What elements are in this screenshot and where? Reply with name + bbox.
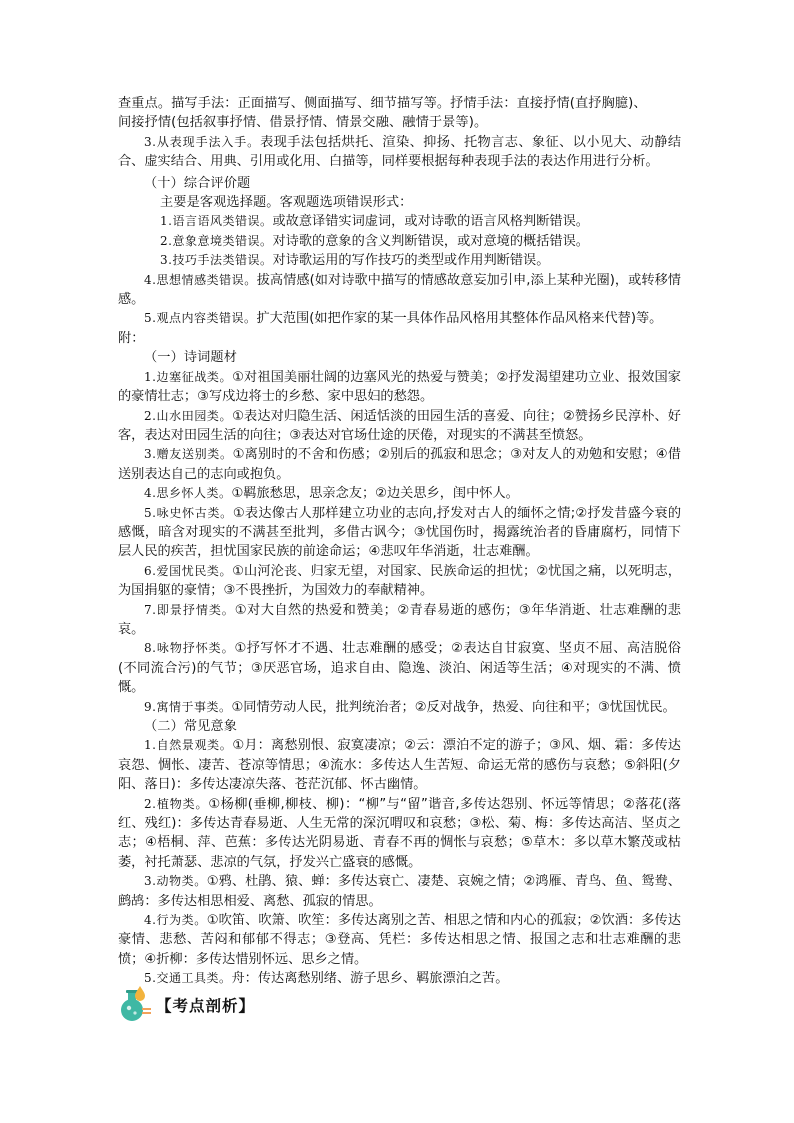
flask-icon bbox=[118, 984, 152, 1026]
theme-item bbox=[118, 407, 681, 446]
item-text: ①羁旅愁思，思亲念友；②边关思乡，闺中怀人。 bbox=[231, 486, 519, 502]
item-label: 2.意象意境类错误。 bbox=[160, 233, 273, 248]
item-label: 3.技巧手法类错误。 bbox=[160, 253, 273, 268]
item-label: 3.赠友送别类。 bbox=[144, 447, 233, 462]
item-label: 2.山水田园类。 bbox=[144, 408, 233, 423]
imagery-item bbox=[118, 872, 681, 911]
item-text: ①鸦、杜鹃、猿、蝉：多传达衰亡、凄楚、哀婉之情；②鸿雁、青鸟、鱼、鸳鸯、鹧鸪：多传达相思相爱、离愁、孤寂的情思。 bbox=[118, 874, 681, 909]
theme-item bbox=[118, 562, 681, 601]
item-label: 1.语言语风类错误。 bbox=[160, 214, 273, 229]
item-label: 1.边塞征战类。 bbox=[144, 369, 233, 384]
method-item-3 bbox=[118, 133, 681, 172]
item-label: 8.咏物抒怀类。 bbox=[144, 641, 235, 656]
item-label: 9.寓情于事类。 bbox=[144, 699, 232, 714]
error-item bbox=[118, 271, 681, 310]
error-item bbox=[118, 212, 681, 231]
imagery-item bbox=[118, 911, 681, 969]
section-intro: 主要是客观选择题。客观题选项错误形式： bbox=[160, 195, 413, 211]
theme-item bbox=[118, 601, 681, 640]
section-title-imagery: （二）常见意象 bbox=[144, 719, 238, 734]
item-label: 2.植物类。 bbox=[144, 796, 209, 811]
item-text: ①月：离愁别恨、寂寞凄凉；②云：漂泊不定的游子；③风、烟、霜：多传达哀怨、惆怅、凄苦、苍凉等情思；④流水：多传达人生苦短、命运无常的感伤与哀愁；⑤斜阳(夕阳、落日)：多传达凄凉失落、苍茫沉郁、怀古幽情。 bbox=[118, 738, 681, 793]
item-text: 表现手法包括烘托、渲染、抑扬、托物言志、象征、以小见大、动静结合、虚实结合、用典、引用或化用、白描等，同样要根据每种表现手法的表达作用进行分析。 bbox=[118, 134, 682, 170]
item-text: 对诗歌的意象的含义判断错误，或对意境的概括错误。 bbox=[272, 233, 589, 249]
item-text: ①表达像古人那样建立功业的志向,抒发对古人的缅怀之情;②抒发昔盛今衰的感慨，暗含对现实的不满甚至批判，多借古讽今；③忧国伤时，揭露统治者的昏庸腐朽，同情下层人民的疾苦，担忧国家民族的前途命运；④悲叹年华消逝，壮志难酬。 bbox=[118, 505, 682, 560]
imagery-item bbox=[118, 795, 681, 873]
item-text: ①山河沦丧、归家无望，对国家、民族命运的担忧；②忧国之痛，以死明志，为国捐躯的豪情；③不畏挫折，为国效力的奉献精神。 bbox=[118, 563, 681, 599]
item-text: 或故意译错实词虚词，或对诗歌的语言风格判断错误。 bbox=[272, 214, 589, 230]
item-label: 4.思乡怀人类。 bbox=[144, 486, 232, 501]
item-text: ①对祖国美丽壮阔的边塞风光的热爱与赞美；②抒发渴望建功立业、报效国家的豪情壮志；③写戍边将士的乡愁、家中思妇的愁怨。 bbox=[118, 369, 681, 405]
theme-item bbox=[118, 504, 681, 562]
item-label: 7.即景抒情类。 bbox=[144, 602, 235, 617]
item-label: 3.从表现手法入手。 bbox=[144, 134, 261, 149]
theme-item bbox=[118, 698, 681, 717]
item-label: 6.爱国忧民类。 bbox=[144, 563, 233, 578]
theme-item bbox=[118, 484, 681, 503]
body-line-1: 查重点。描写手法：正面描写、侧面描写、细节描写等。抒情手法：直接抒情(直抒胸臆)、 bbox=[118, 96, 647, 111]
theme-item bbox=[118, 639, 681, 697]
banner-title: 【考点剖析】 bbox=[156, 997, 256, 1015]
document-body bbox=[118, 94, 681, 989]
item-label: 5.咏史怀古类。 bbox=[144, 505, 233, 520]
item-text: ①离别时的不舍和伤感；②别后的孤寂和思念；③对友人的劝勉和安慰；④借送别表达自己的志向或抱负。 bbox=[118, 447, 681, 482]
item-text: ①杨柳(垂柳,柳枝、柳)：“柳”与“留”谐音,多传达怨别、怀远等情思；②落花(落红、残红)：多传达青春易逝、人生无常的深沉喟叹和哀愁；③松、菊、梅：多传达高洁、坚贞之志；④梧桐、萍、芭蕉：多传达光阴易逝、青春不再的惆怅与哀愁；⑤草木：多以草木繁茂或枯萎，衬托萧瑟、悲凉的气氛，抒发兴亡盛衰的感慨。 bbox=[118, 796, 681, 870]
item-label: 4.思想情感类错误。 bbox=[144, 272, 257, 287]
item-label: 5.观点内容类错误。 bbox=[144, 311, 257, 326]
item-text: 扩大范围(如把作家的某一具体作品风格用其整体作品风格来代替)等。 bbox=[256, 311, 663, 327]
item-text: ①对大自然的热爱和赞美；②青春易逝的感伤；③年华消逝、壮志难酬的悲哀。 bbox=[118, 602, 681, 637]
item-text: ①同情劳动人民，批判统治者；②反对战争，热爱、向往和平；③忧国忧民。 bbox=[231, 699, 676, 715]
body-line-2: 间接抒情(包括叙事抒情、借景抒情、情景交融、融情于景等)。 bbox=[118, 115, 488, 131]
theme-item bbox=[118, 368, 681, 407]
item-text: ①表达对归隐生活、闲适恬淡的田园生活的喜爱、向往；②赞扬乡民淳朴、好客，表达对田园生活的向往；③表达对官场仕途的厌倦，对现实的不满甚至愤怒。 bbox=[118, 408, 681, 443]
item-label: 3.动物类。 bbox=[144, 874, 207, 889]
item-label: 4.行为类。 bbox=[144, 913, 207, 928]
item-text: 拔高情感(如对诗歌中描写的情感故意妄加引申,添上某种光圈)，或转移情感。 bbox=[118, 272, 681, 308]
error-item bbox=[118, 232, 681, 251]
error-item bbox=[118, 309, 681, 328]
item-label: 5.交通工具类。 bbox=[144, 971, 232, 986]
section-title-themes: （一）诗词题材 bbox=[144, 350, 238, 366]
imagery-item bbox=[118, 736, 681, 794]
section-title-comprehensive: （十）综合评价题 bbox=[144, 175, 251, 191]
exam-analysis-banner bbox=[118, 984, 255, 1026]
item-text: 对诗歌运用的写作技巧的类型或作用判断错误。 bbox=[272, 253, 550, 269]
theme-item bbox=[118, 445, 681, 484]
item-label: 1.自然景观类。 bbox=[144, 738, 233, 753]
error-item bbox=[118, 251, 681, 270]
item-text: ①抒写怀才不遇、壮志难酬的感受；②表达自甘寂寞、坚贞不屈、高洁脱俗(不同流合污)的气节；③厌恶官场，追求自由、隐逸、淡泊、闲适等生活；④对现实的不满、愤慨。 bbox=[118, 641, 681, 696]
appendix-label: 附： bbox=[118, 330, 145, 346]
item-text: ①吹笛、吹箫、吹笙：多传达离别之苦、相思之情和内心的孤寂；②饮酒：多传达豪情、悲愁、苦闷和郁郁不得志；③登高、凭栏：多传达相思之情、报国之志和壮志难酬的悲愤；④折柳：多传达惜别怀远、思乡之情。 bbox=[118, 913, 681, 967]
item-text: 舟：传达离愁别绪、游子思乡、羁旅漂泊之苦。 bbox=[231, 971, 509, 987]
